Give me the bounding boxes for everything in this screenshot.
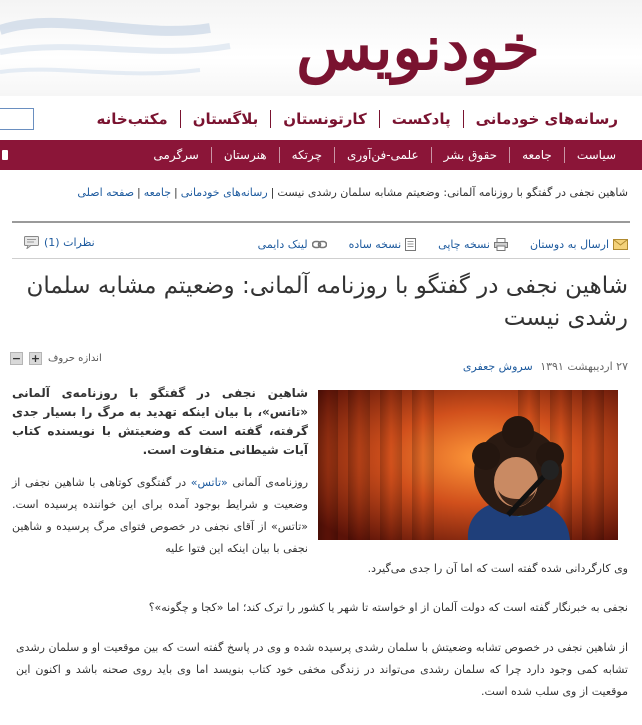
article-title: شاهین نجفی در گفتگو با روزنامه آلمانی: وضعیتم مشابه سلمان رشدی نیست [26, 273, 628, 331]
category-separator [279, 147, 280, 163]
category-separator [211, 147, 212, 163]
category-separator [431, 147, 432, 163]
topnav-separator [463, 110, 464, 128]
comments-label: نظرات (1) [44, 236, 95, 249]
topnav-item-blogs[interactable]: بلاگستان [192, 110, 259, 128]
category-separator [564, 147, 565, 163]
category-entertainment[interactable]: سرگرمی [153, 148, 199, 162]
site-logo-text: خودنویس [296, 11, 540, 84]
article-paragraph-1 [12, 472, 308, 560]
category-separator [334, 147, 335, 163]
breadcrumb: شاهین نجفی در گفتگو با روزنامه آلمانی: وضعیتم مشابه سلمان رشدی نیست|رسانه‌های خودمانی|جامعه|صفحه اصلی [77, 186, 628, 199]
breadcrumb-current: شاهین نجفی در گفتگو با روزنامه آلمانی: وضعیتم مشابه سلمان رشدی نیست [277, 186, 628, 199]
singer-photo-illustration [318, 390, 618, 540]
send-to-friends-button[interactable] [530, 238, 628, 251]
font-increase-button[interactable]: + [30, 352, 41, 365]
speech-bubble-icon [24, 236, 40, 249]
category-bar-edge-marker [2, 150, 8, 160]
actions-divider [12, 258, 630, 259]
category-human-rights[interactable]: حقوق بشر [443, 148, 498, 162]
topnav-item-school[interactable]: مکتب‌خانه [96, 110, 168, 128]
font-size-control [10, 352, 102, 365]
category-society[interactable]: جامعه [522, 148, 552, 162]
printer-icon [494, 238, 508, 251]
print-version-button[interactable] [438, 238, 508, 251]
category-politics[interactable]: سیاست [576, 148, 616, 162]
taz-link[interactable]: «تاتس» [190, 476, 228, 489]
document-icon [405, 238, 416, 251]
search-input[interactable] [0, 108, 34, 130]
article-lead: شاهین نجفی در گفتگو با روزنامه‌ی آلمانی «تاتس»، با بیان اینکه تهدید به مرگ را بسیار جدی گرفته، گفته است که وضعیتش با نویسنده کتاب آیات شیطانی متفاوت است. [12, 386, 308, 457]
category-economy[interactable]: چرتکه [291, 148, 323, 162]
topnav-separator [379, 110, 380, 128]
breadcrumb-divider [12, 221, 630, 223]
permalink-label: لینک دایمی [257, 237, 308, 251]
envelope-icon [613, 239, 628, 250]
article-date: ۲۷ اردیبهشت ۱۳۹۱ [540, 360, 628, 373]
send-to-friends-label: ارسال به دوستان [529, 237, 609, 251]
topnav-separator [270, 110, 271, 128]
top-navigation [85, 106, 630, 132]
article-meta [463, 360, 628, 373]
comments-link[interactable] [24, 236, 95, 249]
plain-version-button[interactable] [349, 238, 417, 251]
site-header [0, 0, 642, 96]
article-paragraph-3: از شاهین نجفی در خصوص تشابه وضعیتش با سلمان رشدی پرسیده شده و وی در پاسخ گفته است که بین موقعیت او و سلمان رشدی تشابه کمی وجود دارد چرا که سلمان رشدی می‌تواند در زندگی مخفی خود کتاب بنویسد اما وی باید روی صحنه باشد و اکنون این موقعیت از وی سلب شده است. [16, 641, 628, 698]
paragraph-text: روزنامه‌ی آلمانی [232, 476, 309, 489]
article-paragraph-2: نجفی به خبرنگار گفته است که دولت آلمان از او خواسته تا شهر یا کشور را ترک کند؛ اما «کجا و چگونه»؟ [148, 601, 628, 614]
breadcrumb-link-media[interactable]: رسانه‌های خودمانی [180, 186, 268, 199]
category-bar [0, 140, 642, 170]
paragraph-text: در گفتگوی کوتاهی با شاهین نجفی از وضعیت و شرایط بوجود آمده برای این خواننده پرسیده است. «تاتس» از آقای نجفی در خصوص فتوای مرگ پرسیده و شاهین نجفی با بیان اینکه این فتوا علیه [12, 476, 308, 555]
topnav-item-cartoons[interactable]: کارتونستان [283, 110, 367, 128]
link-icon [312, 240, 327, 249]
article-actions [258, 236, 628, 252]
topnav-separator [180, 110, 181, 128]
breadcrumb-link-home[interactable]: صفحه اصلی [77, 186, 135, 199]
font-decrease-button[interactable]: − [11, 352, 22, 365]
topnav-item-media[interactable]: رسانه‌های خودمانی [475, 110, 618, 128]
permalink-button[interactable] [258, 238, 327, 251]
article-paragraph-1-continued: وی کارگردانی شده گفته است که اما آن را جدی می‌گیرد. [367, 562, 628, 575]
category-arts[interactable]: هنرستان [223, 148, 267, 162]
category-separator [509, 147, 510, 163]
category-science-tech[interactable]: علمی-فن‌آوری [347, 148, 419, 162]
topnav-item-podcast[interactable]: پادکست [391, 110, 451, 128]
article-author[interactable]: سروش جعفری [462, 360, 533, 373]
article-photo [318, 390, 618, 540]
site-logo[interactable] [212, 0, 622, 96]
print-version-label: نسخه چاپی [438, 237, 490, 251]
breadcrumb-link-society[interactable]: جامعه [143, 186, 171, 199]
font-size-label: اندازه حروف [48, 353, 102, 364]
plain-version-label: نسخه ساده [348, 237, 402, 251]
